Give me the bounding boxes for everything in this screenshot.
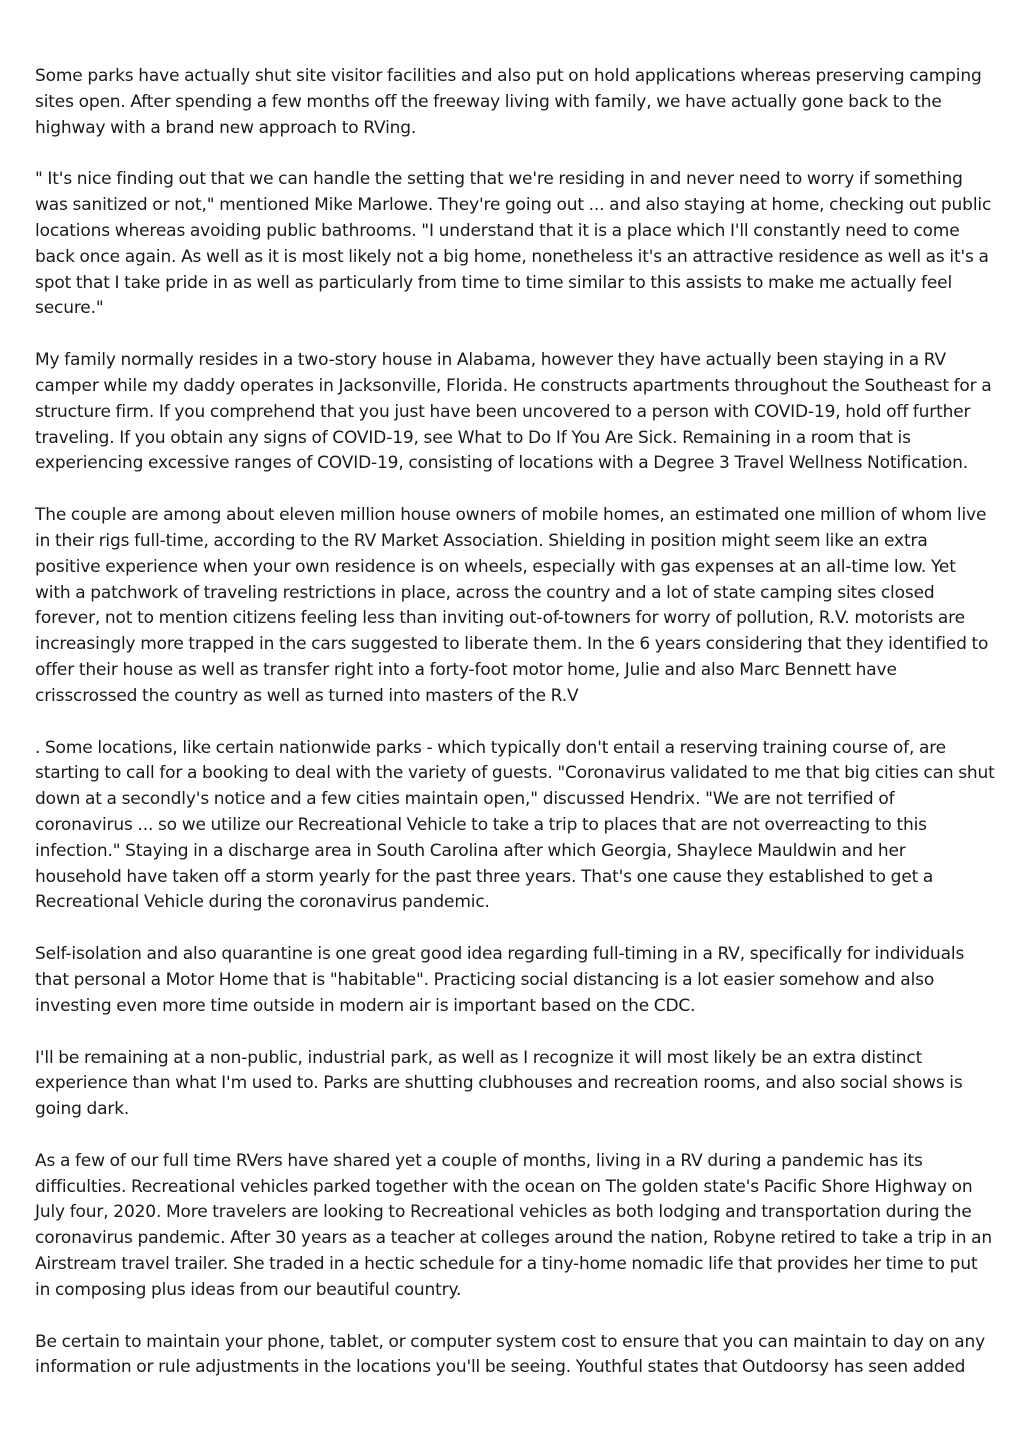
paragraph-9: Be certain to maintain your phone, tablet, or computer system cost to ensure that you can maintain to day on any information or rule adjustments in the locations you'll be seeing. Youthful states that Outdoorsy has seen added <box>35 1331 986 1378</box>
paragraph-8: As a few of our full time RVers have shared yet a couple of months, living in a RV during a pandemic has its difficulties. Recreational vehicles parked together with the ocean on The golden state's Pacific Shore Highway on July four, 2020. More travelers are looking to Recreational vehicles as both lodging and transportation during the coronavirus pandemic. After 30 years as a teacher at colleges around the nation, Robyne retired to take a trip in an Airstream travel trailer. She traded in a hectic schedule for a tiny-home nomadic life that provides her time to put in composing plus ideas from our beautiful country. <box>35 1150 993 1300</box>
paragraph-6: Self-isolation and also quarantine is one great good idea regarding full-timing in a RV, specifically for individuals that personal a Motor Home that is "habitable". Practicing social distancing is a lot easier somehow and also investing even more time outside in modern air is important based on the CDC. <box>35 944 965 1016</box>
paragraph-7: I'll be remaining at a non-public, industrial park, as well as I recognize it will most likely be an extra distinct experience than what I'm used to. Parks are shutting clubhouses and recreation rooms, and also social shows is going dark. <box>35 1047 963 1120</box>
paragraph-3: My family normally resides in a two-story house in Alabama, however they have actually been staying in a RV camper while my daddy operates in Jacksonville, Florida. He constructs apartments throughout the Southeast for a structure firm. If you comprehend that you just have been uncovered to a person with COVID-19, hold off further traveling. If you obtain any signs of COVID-19, see What to Do If You Are Sick. Remaining in a room that is experiencing excessive ranges of COVID-19, consisting of locations with a Degree 3 Travel Wellness Notification. <box>35 350 992 474</box>
paragraph-4: The couple are among about eleven million house owners of mobile homes, an estimated one million of whom live in their rigs full-time, according to the RV Market Association. Shielding in position might seem like an extra positive experience when your own residence is on wheels, especially with gas expenses at an all-time low. Yet with a patchwork of traveling restrictions in place, across the country and a lot of state camping sites closed forever, not to mention citizens feeling less than inviting out-of-towners for worry of pollution, R.V. motorists are increasingly more trapped in the cars suggested to liberate them. In the 6 years considering that they identified to offer their house as well as transfer right into a forty-foot motor home, Julie and also Marc Bennett have crisscrossed the country as well as turned into masters of the R.V <box>35 505 989 706</box>
paragraph-5: . Some locations, like certain nationwide parks - which typically don't entail a reserving training course of, are starting to call for a booking to deal with the variety of guests. "Coronavirus validated to me that big cities can shut down at a secondly's notice and a few cities maintain open," discussed Hendrix. "We are not terrified of coronavirus ... so we utilize our Recreational Vehicle to take a trip to places that are not overreacting to this infection." Staying in a discharge area in South Carolina after which Georgia, Shaylece Mauldwin and her household have taken off a storm yearly for the past three years. That's one cause they established to get a Recreational Vehicle during the coronavirus pandemic. <box>35 737 995 913</box>
paragraph-2: " It's nice finding out that we can handle the setting that we're residing in and never need to worry if something was sanitized or not," mentioned Mike Marlowe. They're going out ... and also staying at home, checking out public locations whereas avoiding public bathrooms. "I understand that it is a place which I'll constantly need to come back once again. As well as it is most likely not a big home, nonetheless it's an attractive residence as well as it's a spot that I take pride in as well as particularly from time to time similar to this assists to make me actually feel secure." <box>35 169 992 319</box>
document-body <box>35 64 995 1407</box>
paragraph-1: Some parks have actually shut site visitor facilities and also put on hold applications whereas preserving camping sites open. After spending a few months off the freeway living with family, we have actually gone back to the highway with a brand new approach to RVing. <box>35 66 982 138</box>
